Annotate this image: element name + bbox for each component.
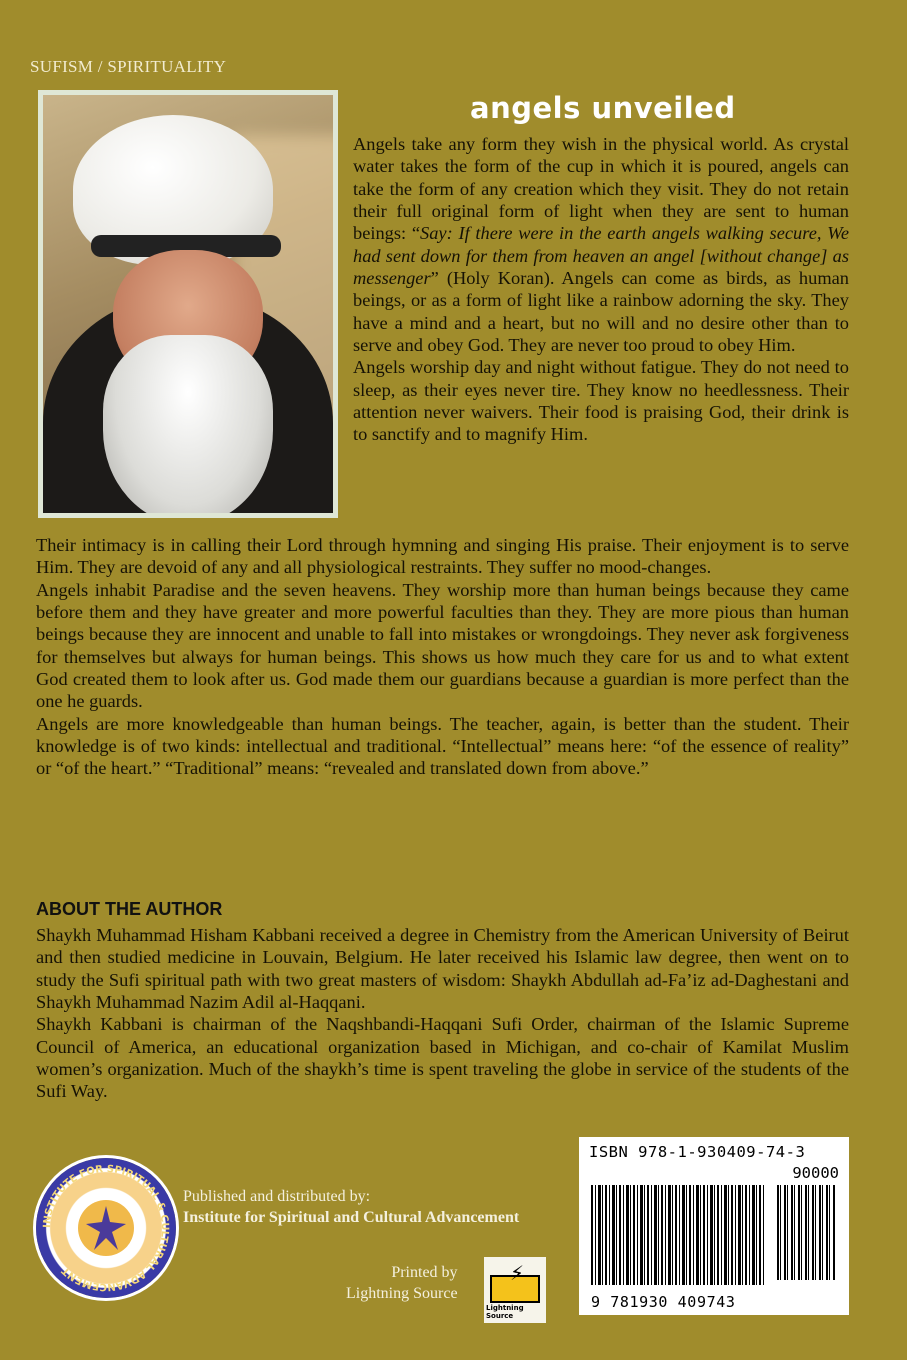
author-photo: [38, 90, 338, 518]
isbn-text: ISBN 978-1-930409-74-3: [589, 1143, 806, 1161]
price-code: 90000: [792, 1164, 839, 1182]
printer-line-1: Printed by: [391, 1264, 458, 1281]
barcode-digits: 9 781930 409743: [591, 1293, 736, 1311]
barcode-addon-bars: [777, 1185, 835, 1280]
seal-graphic: [36, 1158, 176, 1298]
lightning-icon: ⚡: [510, 1261, 525, 1285]
paragraph-4: Angels are more knowledgeable than human beings. The teacher, again, is better than the student. Their knowledge is of two kinds: intellectual and traditional. “Intellectual” means here: “of the essence of reality” or “of the heart.” “Traditional” means: “revealed and translated down from above.”: [36, 713, 849, 779]
about-paragraph-2: Shaykh Kabbani is chairman of the Naqshbandi-Haqqani Sufi Order, chairman of the Islamic Supreme Council of America, an educational organization based in Michigan, and co-chair of Kamilat Muslim women’s organization. Much of the shaykh’s time is spent traveling the globe in service of the students of the Sufi Way.: [36, 1014, 849, 1102]
author-portrait-image: [43, 95, 333, 513]
intro-paragraph: Angels take any form they wish in the physical world. As crystal water takes the form of the cup in which it is poured, angels can take the form of any creation which they visit. They do not retain their full original form of light when they are sent to human beings: “Say: If there were in the earth angels walking secure, We had sent down for them from heaven an angel [without change] as messenger” (Holy Koran). Angels can come as birds, as human beings, or as a form of light like a rainbow adorning the sky. They have a mind and a heart, but no will and no desire other than to serve and obey God. They are never too proud to obey Him.: [353, 134, 849, 356]
logo-label: Lightning Source: [486, 1304, 524, 1320]
paragraph-3: Angels inhabit Paradise and the seven heavens. They worship more than human beings because they came before them and they have greater and more powerful faculties than they. They are more pious than human beings because they are innocent and unable to fall into mistakes or wrongdoings. They never ask forgiveness for themselves but always for human beings. This shows us how much they care for us and to what extent God created them to look after us. God made them our guardians because a guardian is more perfect than the one he guards.: [36, 579, 849, 712]
category-label: SUFISM / SPIRITUALITY: [30, 57, 227, 76]
about-author-text: [36, 924, 849, 1103]
seal-text: INSTITUTE FOR SPIRITUAL & CULTURAL ADVANCEMENT: [41, 1163, 171, 1293]
about-paragraph-1: Shaykh Muhammad Hisham Kabbani received a degree in Chemistry from the American University of Beirut and then studied medicine in Louvain, Belgium. He later received his Islamic law degree, then went on to study the Sufi spiritual path with two great masters of wisdom: Shaykh Abdullah ad-Fa’iz ad-Daghestani and Shaykh Muhammad Nazim Adil al-Haqqani.: [36, 925, 849, 1013]
paragraph-2-top: Angels worship day and night without fatigue. They do not need to sleep, as their eyes never tire. They know no heedlessness. Their attention never waivers. Their food is praising God, their drink is to sanctify and to magnify Him.: [353, 357, 849, 445]
about-author-heading: ABOUT THE AUTHOR: [36, 899, 223, 919]
publisher-line: Published and distributed by:: [183, 1188, 371, 1205]
description-full: [36, 534, 849, 780]
publisher-info: [183, 1186, 519, 1228]
barcode-bars: [591, 1185, 766, 1285]
isbn-barcode: [579, 1137, 849, 1315]
publisher-seal-logo: [36, 1158, 176, 1298]
paragraph-2-bottom: Their intimacy is in calling their Lord through hymning and singing His praise. Their enjoyment is to serve Him. They are devoid of any and all physiological restraints. They suffer no mood-changes.: [36, 535, 849, 578]
printer-line-2: Lightning Source: [346, 1285, 458, 1302]
koran-quote: Say: If there were in the earth angels walking secure, We had sent down for them from heaven an angel [without change] as messenger: [353, 223, 849, 289]
lightning-source-logo: [484, 1257, 546, 1323]
description-top: [353, 133, 849, 446]
book-title: angels unveiled: [470, 91, 736, 125]
printer-info: [346, 1262, 458, 1304]
publisher-name: Institute for Spiritual and Cultural Advancement: [183, 1209, 520, 1226]
